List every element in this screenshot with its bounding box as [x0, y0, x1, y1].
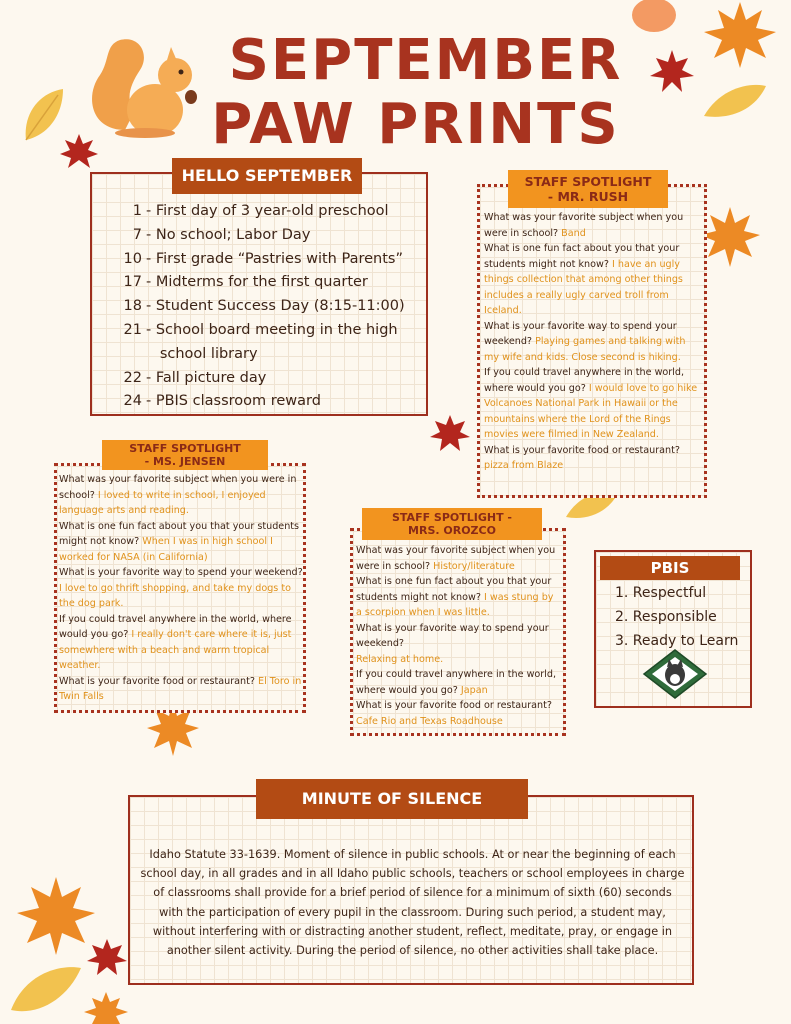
pbis-values-list: [615, 581, 738, 653]
orange-maple-leaf-icon: [698, 205, 762, 269]
rush-qa-text: What was your favorite subject when you were in school? Band What is one fun fact about you that your students might not know? I have an ugly things collection that among other things includes a really ugly carved troll from Iceland. What is your favorite way to spend your weekend? Playing games and talking with my wife and kids. Close second is hiking. If you could travel anywhere in the world, where would you go? I would love to go hike Volcanoes National Park in Hawaii or the mountains where the Lord of the Rings movies were filmed in New Zealand. What is your favorite food or restaurant? pizza from Blaze: [484, 212, 698, 471]
red-leaf-icon: [85, 937, 129, 979]
pbis-banner: PBIS: [600, 556, 740, 580]
school-mascot-logo: [642, 648, 708, 700]
calendar-item: 7 - No school; Labor Day: [132, 226, 311, 243]
red-leaf-icon: [428, 413, 472, 455]
calendar-item-continued: school library: [159, 345, 258, 362]
page-title-line-1: SEPTEMBER: [228, 28, 623, 93]
rush-spotlight-banner: STAFF SPOTLIGHT - MR. RUSH: [508, 170, 668, 208]
calendar-item: 22 - Fall picture day: [123, 369, 267, 386]
orozco-qa-text: What was your favorite subject when you were in school? History/literature What is one fun fact about you that your students might not know? I was stung by a scorpion when I was little. What is your favorite way to spend your weekend? Relaxing at home. If you could travel anywhere in the world, where would you go? Japan What is your favorite food or restaurant? Cafe Rio and Texas Roadhouse: [356, 545, 557, 727]
jensen-spotlight-banner: STAFF SPOTLIGHT - MS. JENSEN: [102, 440, 268, 470]
minute-of-silence-text: Idaho Statute 33-1639. Moment of silence in public schools. At or near the beginning of each school day, in all grades and in all Idaho public schools, teachers or school employees in charge of classrooms shall provide for a brief period of silence for a minimum of sixth (60) seconds with the participation of every pupil in the classroom. During such period, a student may, without interfering with or distracting another student, reflect, meditate, pray, or engage in another silent activity. During the period of silence, no other activities shall take place.: [140, 848, 685, 958]
calendar-item: 17 - Midterms for the first quarter: [123, 274, 368, 291]
orozco-spotlight-banner: STAFF SPOTLIGHT - MRS. OROZCO: [362, 508, 542, 540]
orange-maple-leaf-icon: [82, 990, 130, 1024]
hello-september-banner: HELLO SEPTEMBER: [172, 158, 362, 194]
minute-of-silence-banner: MINUTE OF SILENCE: [256, 779, 528, 819]
calendar-item: 18 - Student Success Day (8:15-11:00): [123, 298, 405, 315]
jensen-qa-text: What was your favorite subject when you were in school? I loved to write in school, I enjoyed language arts and reading. What is one fun fact about you that your students might not know? When I was in high school I worked for NASA (in California) What is your favorite way to spend your weekend? I love to go thrift shopping, and take my dogs to the dog park. If you could travel anywhere in the world, where would you go? I really don't care where it is, just somewhere with a beach and warm tropical weather. What is your favorite food or restaurant? El Toro in Twin Falls: [59, 474, 303, 702]
calendar-item: 24 - PBIS classroom reward: [123, 393, 321, 410]
calendar-list: [110, 200, 405, 414]
yellow-leaf-icon: [5, 960, 85, 1016]
calendar-item: 21 - School board meeting in the high: [123, 321, 398, 338]
page-title-line-2: PAW PRINTS: [211, 92, 620, 157]
calendar-item: 10 - First grade “Pastries with Parents”: [123, 250, 403, 267]
pbis-item: 1. Respectful: [615, 585, 707, 601]
pbis-item: 2. Responsible: [615, 609, 717, 625]
pbis-item: 3. Ready to Learn: [615, 633, 739, 649]
calendar-item: 1 - First day of 3 year-old preschool: [132, 203, 389, 219]
